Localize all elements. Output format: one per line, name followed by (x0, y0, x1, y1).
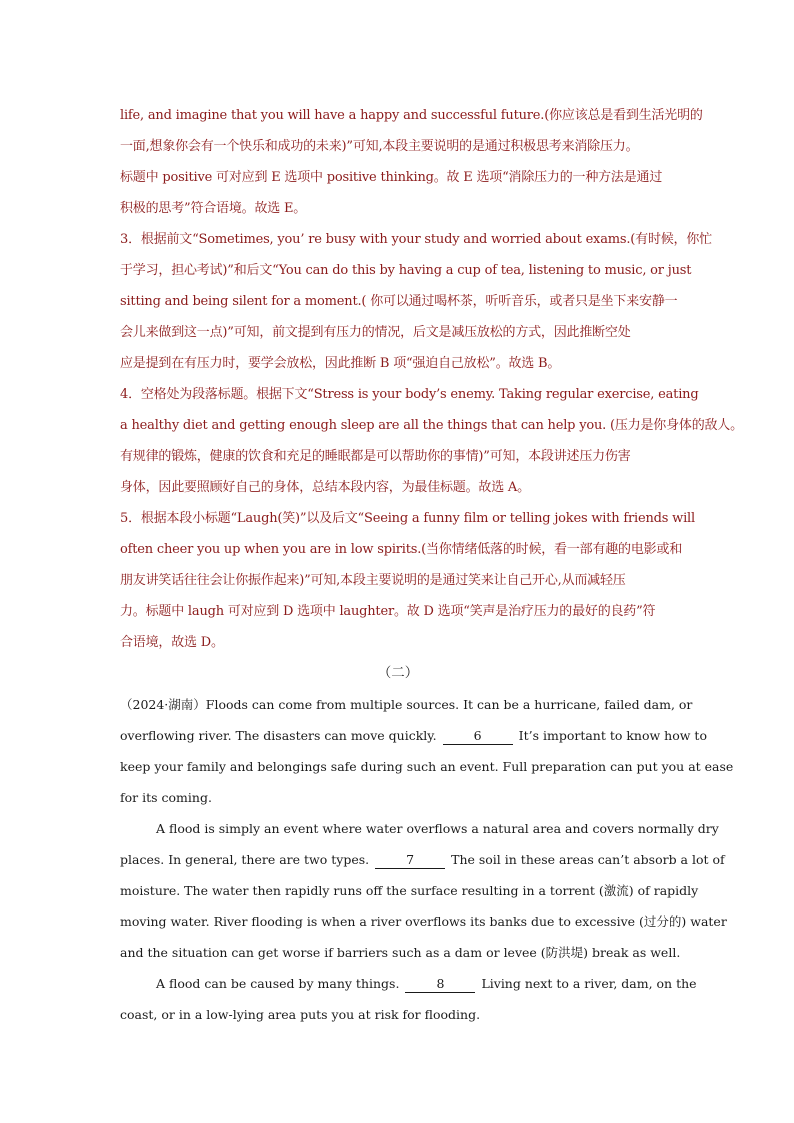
explanation-line: life, and imagine that you will have a happy and successful future.(你应该总是看到生活光明的 (120, 108, 703, 123)
passage-line: for its coming. (120, 790, 212, 805)
blank-8[interactable]: 8 (405, 976, 475, 993)
passage-line: and the situation can get worse if barriers such as a dam or levee (防洪堤) break as well. (120, 945, 681, 960)
explanation-line: 会儿来做到这一点)”可知，前文提到有压力的情况，后文是减压放松的方式，因此推断空处 (120, 325, 631, 340)
passage-line (120, 844, 725, 875)
explanation-line: 5．根据本段小标题“Laugh(笑)”以及后文“Seeing a funny film or telling jokes with friends will (120, 511, 695, 526)
explanation-line: 应是提到在有压力时，要学会放松，因此推断 B 项“强迫自己放松”。故选 B。 (120, 356, 561, 371)
explanation-line: 合语境，故选 D。 (120, 635, 224, 650)
explanation-line: 积极的思考”符合语境。故选 E。 (120, 201, 307, 216)
explanation-line: 力。标题中 laugh 可对应到 D 选项中 laughter。故 D 选项“笑声是治疗压力的最好的良药”符 (120, 604, 656, 619)
explanation-line: 有规律的锻炼，健康的饮食和充足的睡眠都是可以帮助你的事情)”可知，本段讲述压力伤害 (120, 449, 631, 464)
explanation-line: 于学习，担心考试)”和后文“You can do this by having a cup of tea, listening to music, or just (120, 263, 692, 278)
explanation-line: 3．根据前文“Sometimes, you’ re busy with your study and worried about exams.(有时候，你忙 (120, 232, 712, 247)
blank-6[interactable]: 6 (443, 728, 513, 745)
paragraph-1 (120, 689, 734, 813)
passage-line: keep your family and belongings safe during such an event. Full preparation can put you at ease (120, 759, 734, 774)
explanation-line: sitting and being silent for a moment.( 你可以通过喝杯茶，听听音乐，或者只是坐下来安静一 (120, 294, 678, 309)
passage-line: moisture. The water then rapidly runs off the surface resulting in a torrent (激流) of rapidly (120, 883, 699, 898)
explanation-line: 朋友讲笑话往往会让你振作起来)”可知,本段主要说明的是通过笑来让自己开心,从而减轻压 (120, 573, 626, 588)
passage-line: coast, or in a low-lying area puts you at risk for flooding. (120, 1007, 481, 1022)
explanation-line: 身体，因此要照顾好自己的身体，总结本段内容，为最佳标题。故选 A。 (120, 480, 530, 495)
reading-passage (120, 689, 734, 1030)
paragraph-3 (120, 968, 697, 1030)
passage-text: overflowing river. The disasters can move quickly. (120, 728, 437, 743)
paragraph-2 (120, 813, 727, 968)
explanation-line: 4．空格处为段落标题。根据下文“Stress is your body’s enemy. Taking regular exercise, eating (120, 387, 699, 402)
passage-line (120, 968, 697, 999)
explanation-line: 一面,想象你会有一个快乐和成功的未来)”可知,本段主要说明的是通过积极思考来消除压力。 (120, 139, 639, 154)
passage-text: The soil in these areas can’t absorb a lot of (451, 852, 725, 867)
passage-line (120, 720, 707, 751)
blank-7[interactable]: 7 (375, 852, 445, 869)
section-title: （二） (377, 665, 419, 681)
passage-text: A flood can be caused by many things. (156, 976, 400, 991)
passage-line: （2024·湖南）Floods can come from multiple sources. It can be a hurricane, failed dam, or (120, 697, 693, 712)
document-page (120, 100, 743, 1030)
explanation-line: a healthy diet and getting enough sleep are all the things that can help you. (压力是你身体的敌人。 (120, 418, 743, 433)
passage-text: Living next to a river, dam, on the (481, 976, 697, 991)
passage-text: It’s important to know how to (518, 728, 707, 743)
answer-explanations (120, 100, 743, 658)
passage-line: A flood is simply an event where water overflows a natural area and covers normally dry (156, 821, 719, 836)
passage-text: places. In general, there are two types. (120, 852, 370, 867)
passage-line: moving water. River flooding is when a river overflows its banks due to excessive (过分的) water (120, 914, 727, 929)
explanation-line: 标题中 positive 可对应到 E 选项中 positive thinking。故 E 选项“消除压力的一种方法是通过 (120, 170, 663, 185)
explanation-line: often cheer you up when you are in low spirits.(当你情绪低落的时候，看一部有趣的电影或和 (120, 542, 683, 557)
